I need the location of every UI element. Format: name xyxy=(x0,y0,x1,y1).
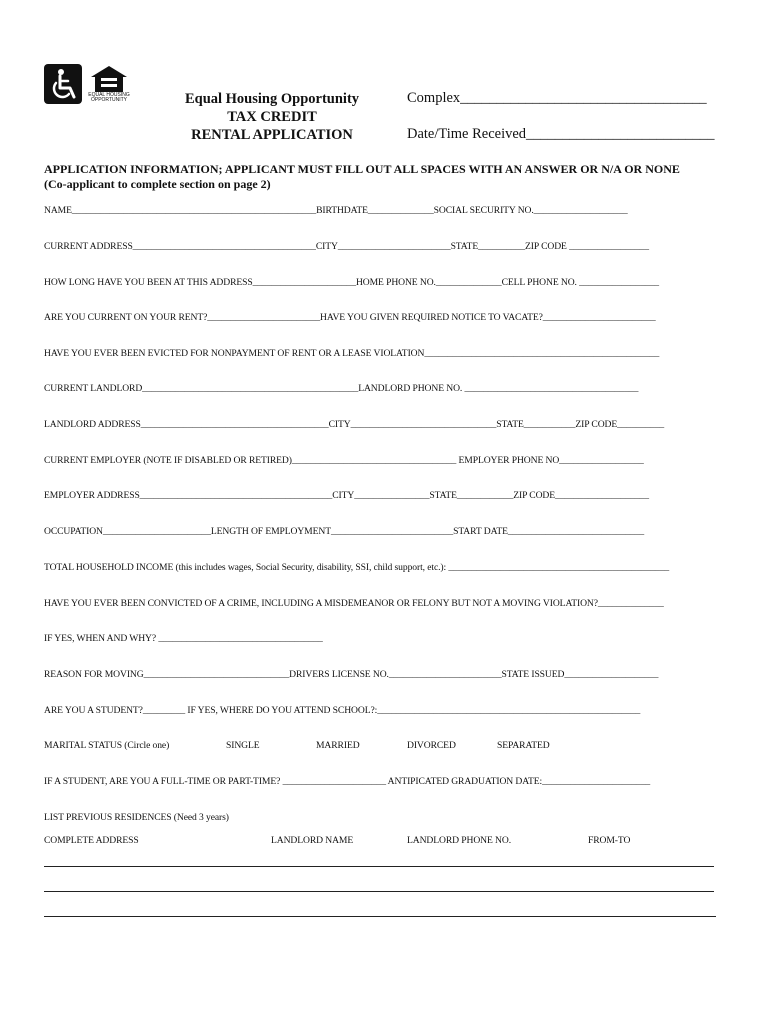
wheelchair-icon xyxy=(44,64,82,104)
column-landlord-phone: LANDLORD PHONE NO. xyxy=(407,835,511,846)
current-employer-row[interactable]: CURRENT EMPLOYER (NOTE IF DISABLED OR RETIRED)___________________________________ EMPLOYER PHONE NO__________________ xyxy=(44,455,644,466)
current-address-row[interactable]: CURRENT ADDRESS_______________________________________CITY________________________STATE__________ZIP CODE _________________ xyxy=(44,241,649,252)
eviction-row[interactable]: HAVE YOU EVER BEEN EVICTED FOR NONPAYMENT OF RENT OR A LEASE VIOLATION__________________________________________________ xyxy=(44,348,660,359)
landlord-address-row[interactable]: LANDLORD ADDRESS________________________________________CITY_______________________________STATE___________ZIP CODE__________ xyxy=(44,419,665,430)
residence-entry-line-1[interactable] xyxy=(44,866,714,867)
residence-entry-line-3[interactable] xyxy=(44,916,716,917)
title-line-tax-credit: TAX CREDIT xyxy=(227,109,317,125)
marital-option-divorced[interactable]: DIVORCED xyxy=(407,740,456,751)
application-instructions xyxy=(44,162,680,192)
name-birthdate-ssn-row[interactable]: NAME____________________________________________________BIRTHDATE______________SOCIAL SECURITY NO.____________________ xyxy=(44,205,628,216)
title-line-equal-housing: Equal Housing Opportunity xyxy=(184,91,360,107)
residence-entry-line-2[interactable] xyxy=(44,891,714,892)
eho-caption-line1: EQUAL HOUSING xyxy=(88,92,130,98)
column-complete-address: COMPLETE ADDRESS xyxy=(44,835,139,846)
marital-status-label: MARITAL STATUS (Circle one) xyxy=(44,740,170,751)
accessibility-logo xyxy=(44,64,82,104)
title-line-rental-application: RENTAL APPLICATION xyxy=(191,127,353,143)
eho-caption-line2: OPPORTUNITY xyxy=(90,97,128,103)
equal-housing-house-icon xyxy=(88,64,130,94)
time-at-address-phones-row[interactable]: HOW LONG HAVE YOU BEEN AT THIS ADDRESS______________________HOME PHONE NO.______________CELL PHONE NO. _________________ xyxy=(44,277,659,288)
student-school-row[interactable]: ARE YOU A STUDENT?_________ IF YES, WHERE DO YOU ATTEND SCHOOL?:________________________________________________________ xyxy=(44,705,641,716)
marital-option-single[interactable]: SINGLE xyxy=(226,740,260,751)
marital-option-married[interactable]: MARRIED xyxy=(316,740,360,751)
instructions-line-2: (Co-applicant to complete section on page 2) xyxy=(44,177,271,191)
form-title-block xyxy=(172,90,372,144)
household-income-row[interactable]: TOTAL HOUSEHOLD INCOME (this includes wages, Social Security, disability, SSI, child support, etc.): _______________________________________________ xyxy=(44,562,670,573)
marital-option-separated[interactable]: SEPARATED xyxy=(497,740,550,751)
previous-residences-heading: LIST PREVIOUS RESIDENCES (Need 3 years) xyxy=(44,812,229,823)
current-landlord-row[interactable]: CURRENT LANDLORD______________________________________________LANDLORD PHONE NO. _____________________________________ xyxy=(44,383,639,394)
instructions-line-1: APPLICATION INFORMATION; APPLICANT MUST FILL OUT ALL SPACES WITH AN ANSWER OR N/A OR NONE xyxy=(44,162,680,176)
rent-current-notice-row[interactable]: ARE YOU CURRENT ON YOUR RENT?________________________HAVE YOU GIVEN REQUIRED NOTICE TO VACATE?________________________ xyxy=(44,312,656,323)
complex-field[interactable]: Complex__________________________________ xyxy=(407,90,707,106)
employer-address-row[interactable]: EMPLOYER ADDRESS_________________________________________CITY________________STATE____________ZIP CODE____________________ xyxy=(44,490,649,501)
column-landlord-name: LANDLORD NAME xyxy=(271,835,354,846)
occupation-row[interactable]: OCCUPATION_______________________LENGTH OF EMPLOYMENT__________________________START DATE_____________________________ xyxy=(44,526,645,537)
date-time-received-field[interactable]: Date/Time Received__________________________ xyxy=(407,126,715,142)
student-status-row[interactable]: IF A STUDENT, ARE YOU A FULL-TIME OR PART-TIME? ______________________ ANTIPICATED GRADUATION DATE:_______________________ xyxy=(44,776,651,787)
reason-for-moving-row[interactable]: REASON FOR MOVING_______________________________DRIVERS LICENSE NO.________________________STATE ISSUED____________________ xyxy=(44,669,659,680)
column-from-to: FROM-TO xyxy=(588,835,631,846)
criminal-conviction-row[interactable]: HAVE YOU EVER BEEN CONVICTED OF A CRIME, INCLUDING A MISDEMEANOR OR FELONY BUT NOT A MOVING VIOLATION?______________ xyxy=(44,598,664,609)
equal-housing-logo xyxy=(88,64,130,104)
conviction-details-row[interactable]: IF YES, WHEN AND WHY? ___________________________________ xyxy=(44,633,323,644)
